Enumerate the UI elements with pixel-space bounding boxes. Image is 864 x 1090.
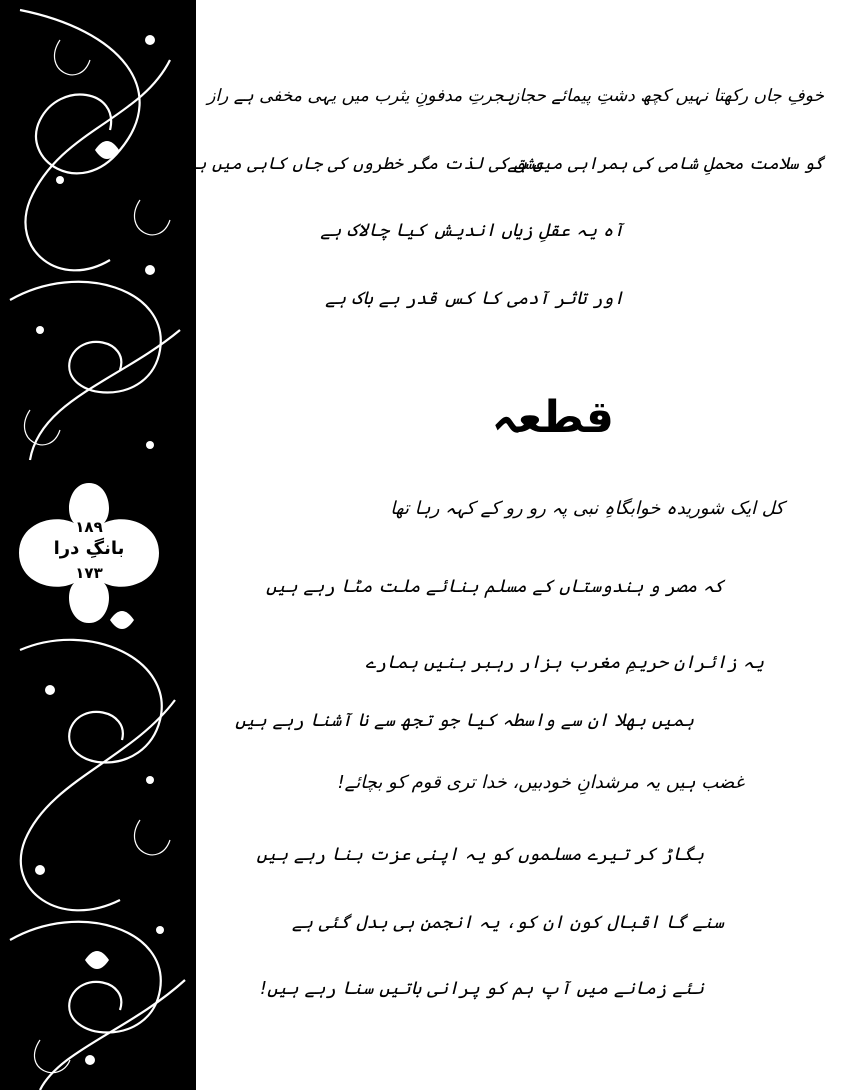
poem-page (186, 0, 864, 1090)
verse-line: سنے گا اقبال کون ان کو، یہ انجمن ہی بدل گئی ہے (291, 912, 724, 933)
verse-line: یہ زائرانِ حریمِ مغرب ہزار رہبر بنیں ہمارے (365, 652, 764, 673)
verse-line: غضب ہیں یہ مرشدانِ خودبیں، خدا تری قوم کو بچائے! (337, 772, 744, 793)
page-number-bottom: ۱۷۳ (75, 564, 103, 582)
decorative-border (0, 0, 196, 1090)
page-number-top: ۱۸۹ (75, 518, 103, 536)
couplet-1-left: ہجرتِ مدفونِ یثرب میں یہی مخفی ہے راز (207, 86, 514, 106)
couplet-2-left: عشق کی لذت مگر خطروں کی جاں کاہی میں ہے (186, 154, 544, 174)
verse-line: آہ یہ عقلِ زیاں اندیش کیا چالاک ہے (320, 220, 624, 241)
verse-line: کل ایک شوریدہ خوابگاہِ نبی پہ رو رو کے کہہ رہا تھا (390, 498, 784, 519)
couplet-2-right: گو سلامت محملِ شامی کی ہمراہی میں ہے (507, 154, 824, 174)
section-heading: قطعہ (491, 392, 614, 443)
book-title: بانگِ درا (53, 538, 125, 559)
verse-line: ہمیں بھلا ان سے واسطہ کیا جو تجھ سے نا آشنا رہے ہیں (235, 710, 694, 731)
verse-line: کہ مصر و ہندوستاں کے مسلم بنائے ملت مٹا رہے ہیں (266, 576, 724, 597)
verse-line: اور تاثر آدمی کا کس قدر بے باک ہے (325, 288, 624, 309)
verse-line: نئے زمانے میں آپ ہم کو پرانی باتیں سنا رہے ہیں! (259, 978, 704, 999)
couplet-1-right: خوفِ جاں رکھتا نہیں کچھ دشتِ پیمائے حجاز (511, 86, 824, 106)
verse-line: بگاڑ کر تیرے مسلموں کو یہ اپنی عزت بنا رہے ہیں (256, 844, 704, 865)
page-badge (14, 478, 164, 628)
